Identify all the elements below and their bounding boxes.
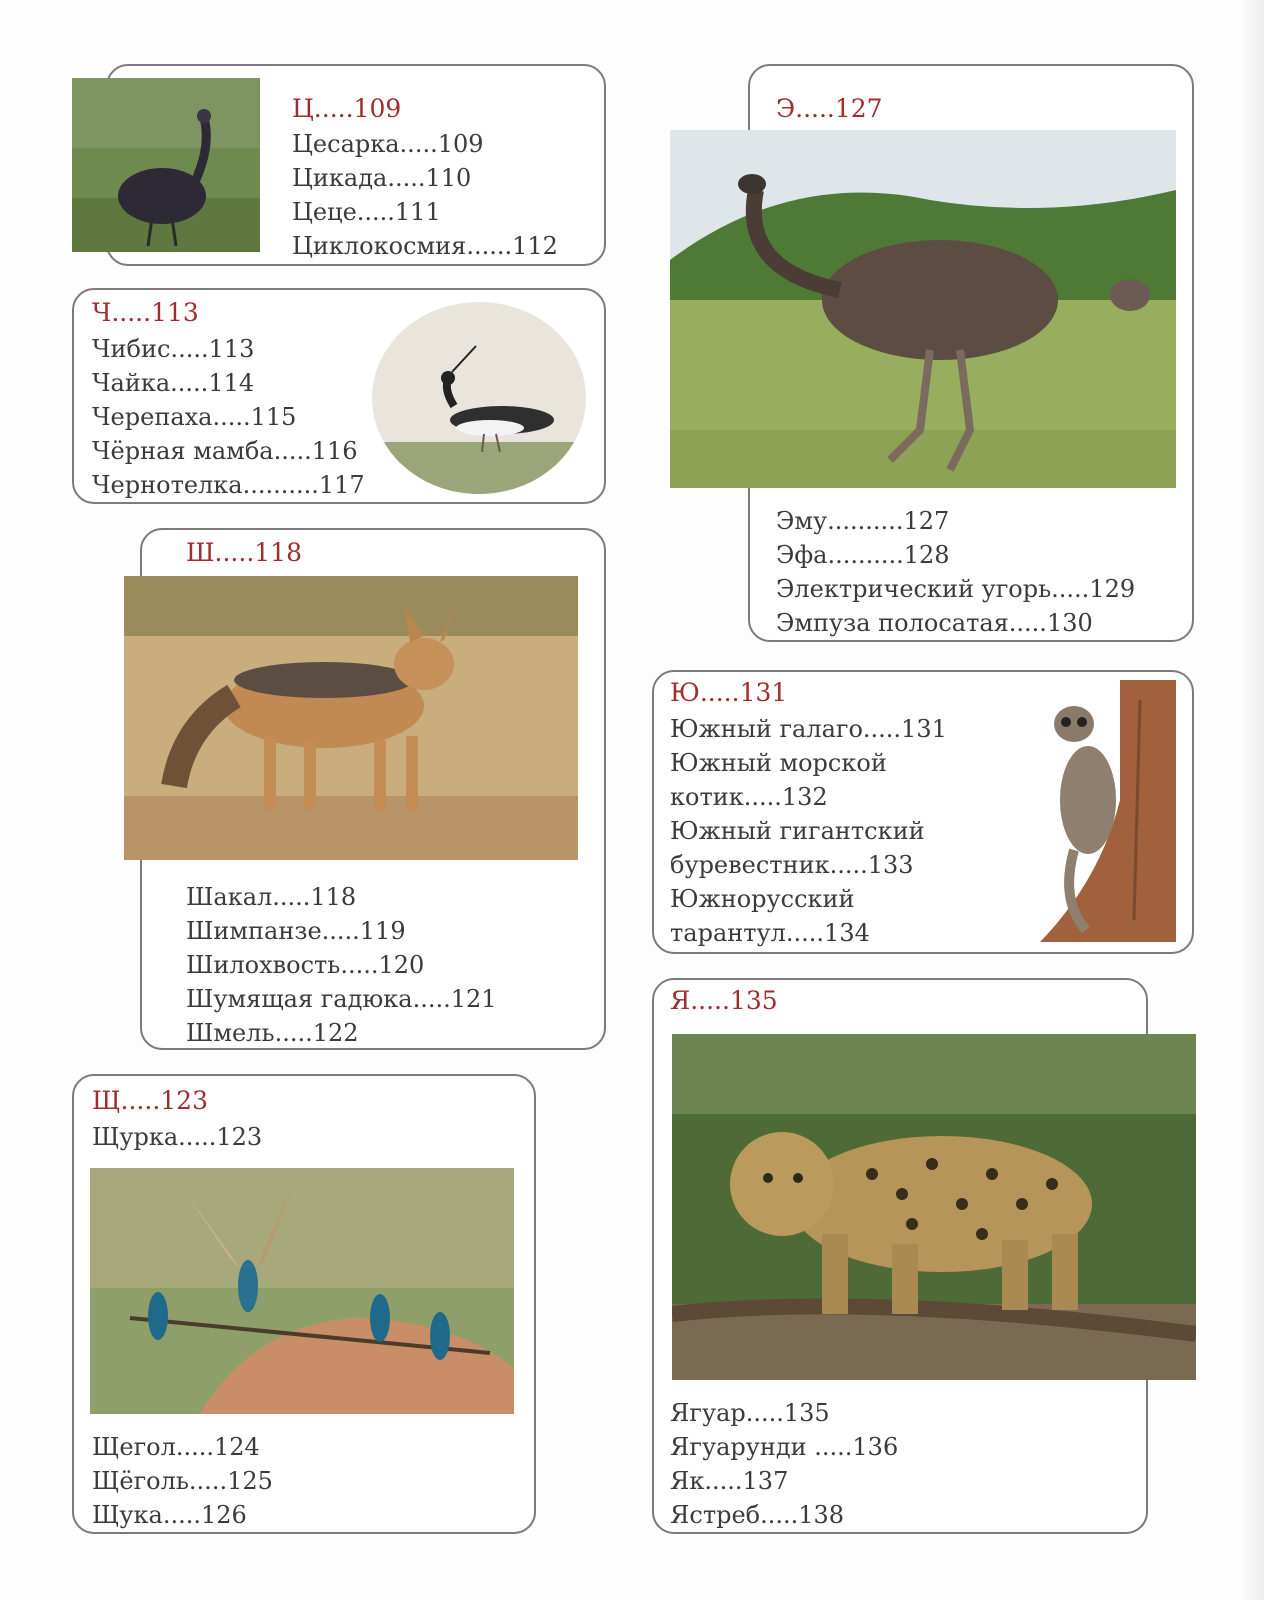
section-ch-list xyxy=(92,332,365,502)
section-ts-list xyxy=(292,127,558,263)
list-item: Цикада.....110 xyxy=(292,164,472,192)
jaguar-photo xyxy=(672,1034,1196,1380)
list-item: Эмпуза полосатая.....130 xyxy=(776,609,1093,637)
section-e-heading: Э.....127 xyxy=(776,94,883,123)
list-item: Шмель.....122 xyxy=(186,1019,359,1047)
list-item: Эму..........127 xyxy=(776,507,950,535)
list-item: Шакал.....118 xyxy=(186,883,357,911)
section-sh-list xyxy=(186,880,497,1050)
bee-eaters-photo xyxy=(90,1168,514,1414)
list-item: буревестник.....133 xyxy=(670,851,914,879)
section-shch-list-bottom xyxy=(92,1430,273,1532)
list-item: Эфа..........128 xyxy=(776,541,950,569)
page-edge xyxy=(1242,0,1264,1600)
section-ts-heading: Ц.....109 xyxy=(292,94,402,123)
list-item: Циклокосмия......112 xyxy=(292,232,558,260)
section-shch-list-top xyxy=(92,1120,262,1154)
list-item: тарантул.....134 xyxy=(670,919,870,947)
list-item: Шилохвость.....120 xyxy=(186,951,425,979)
section-yu-heading: Ю.....131 xyxy=(670,678,788,707)
section-ya-heading: Я.....135 xyxy=(670,986,778,1015)
list-item: Цеце.....111 xyxy=(292,198,441,226)
list-item: Электрический угорь.....129 xyxy=(776,575,1136,603)
section-shch-heading: Щ.....123 xyxy=(92,1086,208,1115)
section-sh-heading: Ш.....118 xyxy=(186,538,302,567)
list-item: Южный гигантский xyxy=(670,817,925,845)
guineafowl-photo xyxy=(72,78,260,252)
list-item: Ястреб.....138 xyxy=(670,1501,845,1529)
list-item: Черепаха.....115 xyxy=(92,403,297,431)
list-item: Южный галаго.....131 xyxy=(670,715,947,743)
list-item: Щурка.....123 xyxy=(92,1123,263,1151)
list-item: Щука.....126 xyxy=(92,1501,247,1529)
emu-photo xyxy=(670,130,1176,488)
section-ch-heading: Ч.....113 xyxy=(92,298,199,327)
list-item: Цесарка.....109 xyxy=(292,130,484,158)
list-item: Чернотелка..........117 xyxy=(92,471,365,499)
list-item: Южный морской xyxy=(670,749,887,777)
list-item: Ягуарунди .....136 xyxy=(670,1433,899,1461)
jackal-photo xyxy=(124,576,578,860)
lapwing-photo xyxy=(372,302,586,494)
list-item: Южнорусский xyxy=(670,885,855,913)
list-item: Ягуар.....135 xyxy=(670,1399,830,1427)
galago-photo xyxy=(1030,680,1176,942)
list-item: Щёголь.....125 xyxy=(92,1467,273,1495)
list-item: Шумящая гадюка.....121 xyxy=(186,985,497,1013)
list-item: котик.....132 xyxy=(670,783,828,811)
list-item: Чайка.....114 xyxy=(92,369,255,397)
list-item: Чёрная мамба.....116 xyxy=(92,437,358,465)
section-yu-list xyxy=(670,712,947,950)
list-item: Шимпанзе.....119 xyxy=(186,917,406,945)
section-ya-list xyxy=(670,1396,898,1532)
list-item: Як.....137 xyxy=(670,1467,789,1495)
list-item: Чибис.....113 xyxy=(92,335,255,363)
list-item: Щегол.....124 xyxy=(92,1433,260,1461)
section-e-list xyxy=(776,504,1135,640)
